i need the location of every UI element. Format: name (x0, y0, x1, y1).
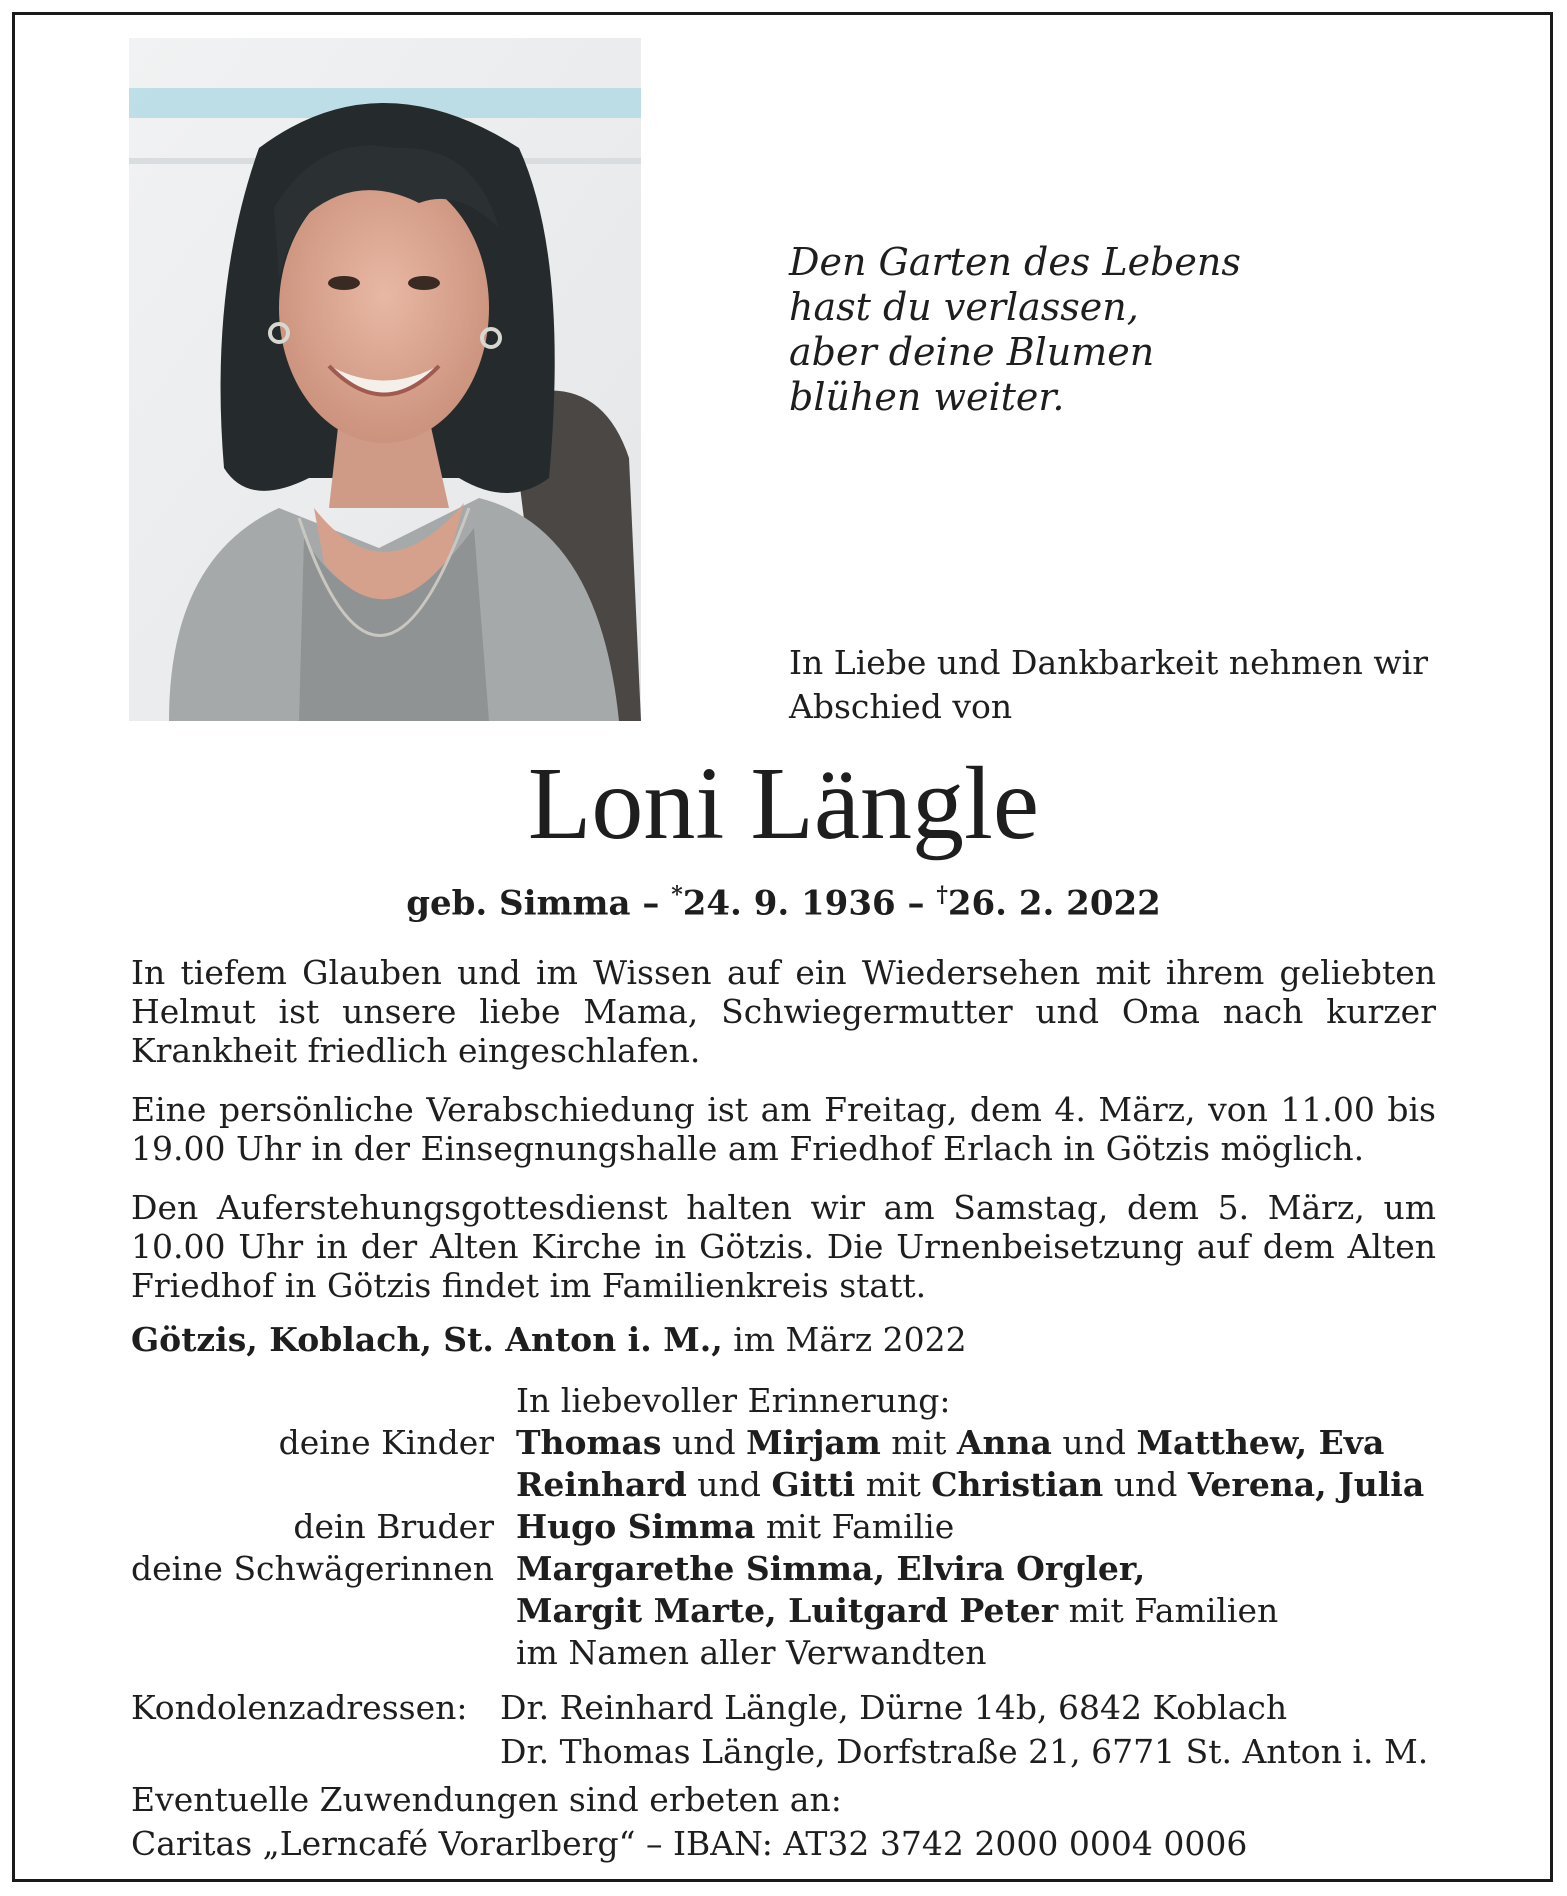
donation-account: Caritas „Lerncafé Vorarlberg“ – IBAN: AT32 3742 2000 0004 0006 (131, 1824, 1248, 1863)
donation-intro: Eventuelle Zuwendungen sind erbeten an: (131, 1780, 842, 1819)
poem-line: hast du verlassen, (789, 285, 1139, 329)
paragraph-viewing: Eine persönliche Verabschiedung ist am Freitag, dem 4. März, von 11.00 bis 19.00 Uhr in der Einsegnungshalle am Friedhof Erlach in Götzis möglich. (131, 1090, 1436, 1168)
condolence-address: Dr. Reinhard Längle, Dürne 14b, 6842 Koblach (500, 1688, 1288, 1727)
paragraph-service: Den Auferstehungsgottesdienst halten wir am Samstag, dem 5. März, um 10.00 Uhr in der Alten Kirche in Götzis. Die Urnenbeisetzung auf dem Alten Friedhof in Götzis findet im Familienkreis statt. (131, 1188, 1436, 1305)
children-line-1: Thomas und Mirjam mit Anna und Matthew, Eva (516, 1423, 1385, 1462)
condolence-addresses (500, 1686, 1428, 1774)
deceased-name: Loni Längle (527, 746, 1040, 861)
sisters-line-1: Margarethe Simma, Elvira Orgler, (516, 1549, 1146, 1588)
relation-labels (131, 1380, 494, 1590)
relatives-line: im Namen aller Verwandten (516, 1633, 987, 1672)
life-dates (0, 873, 1567, 925)
iban-label: IBAN: (672, 1824, 773, 1863)
portrait-photo (129, 38, 641, 721)
condolence-label: Kondolenzadressen: (131, 1688, 468, 1727)
donation-info (131, 1778, 1247, 1866)
condolence-address: Dr. Thomas Längle, Dorfstraße 21, 6771 St. Anton i. M. (500, 1732, 1429, 1771)
place-month: im März 2022 (733, 1320, 967, 1359)
dash-separator: – (907, 883, 925, 924)
children-label: deine Kinder (278, 1423, 494, 1462)
farewell-line: Abschied von (789, 687, 1013, 726)
sisters-label: deine Schwägerinnen (130, 1549, 494, 1588)
children-line-2: Reinhard und Gitti mit Christian und Verena, Julia (516, 1465, 1425, 1504)
brother-line: Hugo Simma mit Familie (516, 1507, 955, 1546)
dash-separator: – (642, 883, 660, 924)
place-date (131, 1318, 967, 1362)
death-date: 26. 2. 2022 (947, 883, 1161, 924)
birth-date: 24. 9. 1936 (682, 883, 896, 924)
poem-line: Den Garten des Lebens (789, 240, 1241, 284)
donation-recipient: Caritas „Lerncafé Vorarlberg“ (131, 1824, 636, 1863)
poem (789, 240, 1241, 420)
birth-symbol: * (671, 882, 683, 908)
poem-line: aber deine Blumen (789, 330, 1155, 374)
death-symbol: † (936, 882, 948, 908)
birth-name: geb. Simma (406, 883, 631, 924)
place-towns: Götzis, Koblach, St. Anton i. M., (131, 1320, 723, 1359)
sisters-line-2: Margit Marte, Luitgard Peter mit Familien (516, 1591, 1279, 1630)
poem-line: blühen weiter. (789, 375, 1065, 419)
iban-number: AT32 3742 2000 0004 0006 (783, 1824, 1248, 1863)
farewell-text (789, 641, 1428, 729)
memory-heading: In liebevoller Erinnerung: (516, 1381, 951, 1420)
paragraph-faith: In tiefem Glauben und im Wissen auf ein Wiedersehen mit ihrem geliebten Helmut ist unsere liebe Mama, Schwiegermutter und Oma nach kurzer Krankheit friedlich eingeschlafen. (131, 953, 1436, 1070)
mourners-list (516, 1380, 1424, 1674)
brother-label: dein Bruder (293, 1507, 494, 1546)
farewell-line: In Liebe und Dankbarkeit nehmen wir (789, 643, 1429, 682)
